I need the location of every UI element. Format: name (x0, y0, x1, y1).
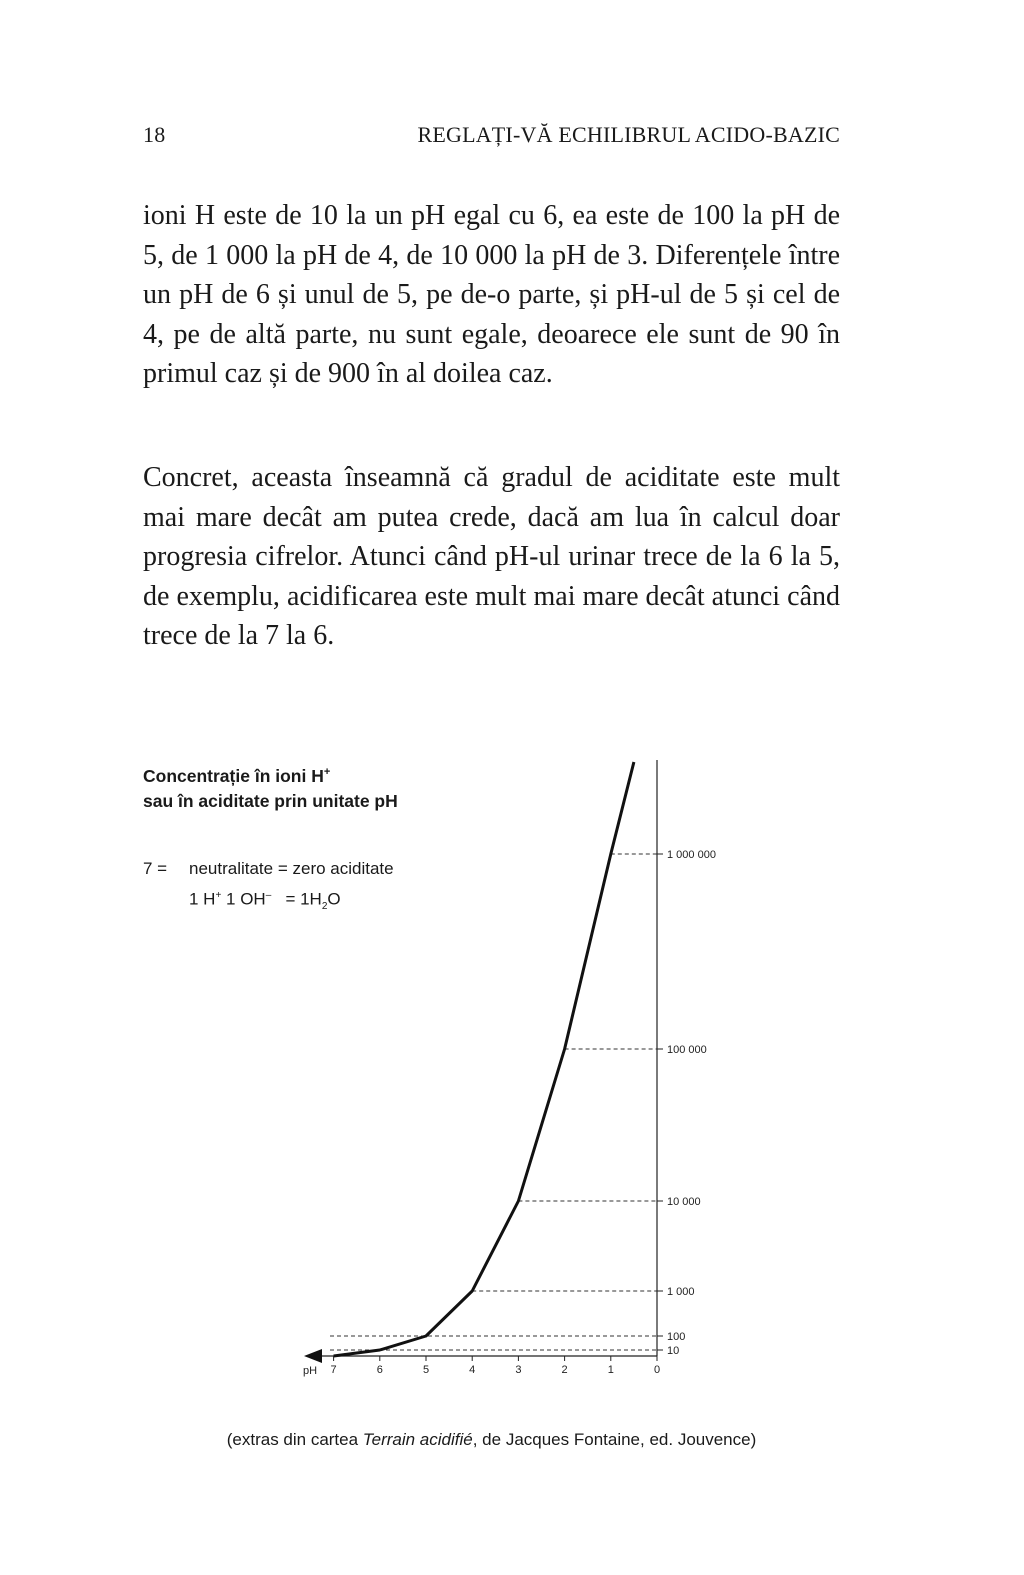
formula-o: O (327, 889, 341, 909)
x-axis-arrow-icon (304, 1349, 322, 1363)
formula-oh: 1 OH (221, 889, 266, 909)
x-tick-label: 0 (653, 1364, 661, 1376)
x-tick-label: 4 (469, 1364, 476, 1376)
x-tick-marks (334, 1356, 657, 1361)
x-tick-label: 1 (607, 1364, 614, 1376)
running-title: REGLAȚI-VĂ ECHILIBRUL ACIDO-BAZIC (417, 122, 840, 147)
y-tick-label: 1 000 (667, 1286, 695, 1298)
y-tick-label: 1 000 000 (667, 849, 716, 861)
x-axis-label: pH (303, 1365, 318, 1377)
y-tick-label: 10 (667, 1345, 680, 1357)
caption-suffix: , de Jacques Fontaine, ed. Jouvence) (472, 1430, 757, 1449)
y-tick-marks (657, 854, 663, 1350)
formula-oh-sup: – (265, 890, 272, 901)
formula-h: 1 H (189, 889, 216, 909)
formula-sub: 2 (321, 901, 328, 913)
y-tick-label: 10 000 (667, 1196, 701, 1208)
legend-value: neutralitate = zero aciditate (189, 859, 394, 878)
y-tick-labels (667, 849, 716, 1357)
formula-h-sup: + (215, 890, 222, 901)
x-tick-labels (331, 1364, 661, 1376)
x-tick-label: 6 (376, 1364, 383, 1376)
formula-eq: = 1H (271, 889, 322, 909)
dashed-guide-lines (330, 854, 657, 1350)
figure-title-line-2: sau în aciditate prin unitate pH (143, 790, 398, 811)
caption-book-title: Terrain acidifié (362, 1430, 473, 1449)
concentration-curve (334, 762, 634, 1356)
body-paragraph-1: ioni H este de 10 la un pH egal cu 6, ea este de 100 la pH de 5, de 1 000 la pH de 4, de 10 000 la pH de 3. Diferențele între un pH de 6 și unul de 5, pe de-o parte, și pH-ul de 5 și cel de 4, pe de altă parte, nu sunt egale, deoarece ele sunt de 90 în primul caz și de 900 în al doilea caz. (143, 200, 840, 389)
caption-prefix: (extras din cartea (226, 1430, 363, 1449)
legend-key: 7 = (143, 859, 168, 878)
x-tick-label: 3 (515, 1364, 522, 1376)
figure-title-text: Concentrație în ioni H (143, 765, 324, 786)
x-tick-label: 2 (561, 1364, 568, 1376)
body-paragraph-2: Concret, aceasta înseamnă că gradul de aciditate este mult mai mare decât am putea crede, dacă am lua în calcul doar progresia cifrelor. Atunci când pH-ul urinar trece de la 6 la 5, de exemplu, acidificarea este mult mai mare decât atunci când trece de la 7 la 6. (143, 462, 840, 651)
y-tick-label: 100 000 (667, 1044, 707, 1056)
x-tick-label: 7 (330, 1364, 337, 1376)
x-tick-label: 5 (422, 1364, 430, 1376)
page-number: 18 (143, 122, 166, 147)
figure-title-superscript: + (323, 766, 331, 778)
figure-caption (143, 1430, 840, 1450)
y-tick-label: 100 (667, 1331, 686, 1343)
